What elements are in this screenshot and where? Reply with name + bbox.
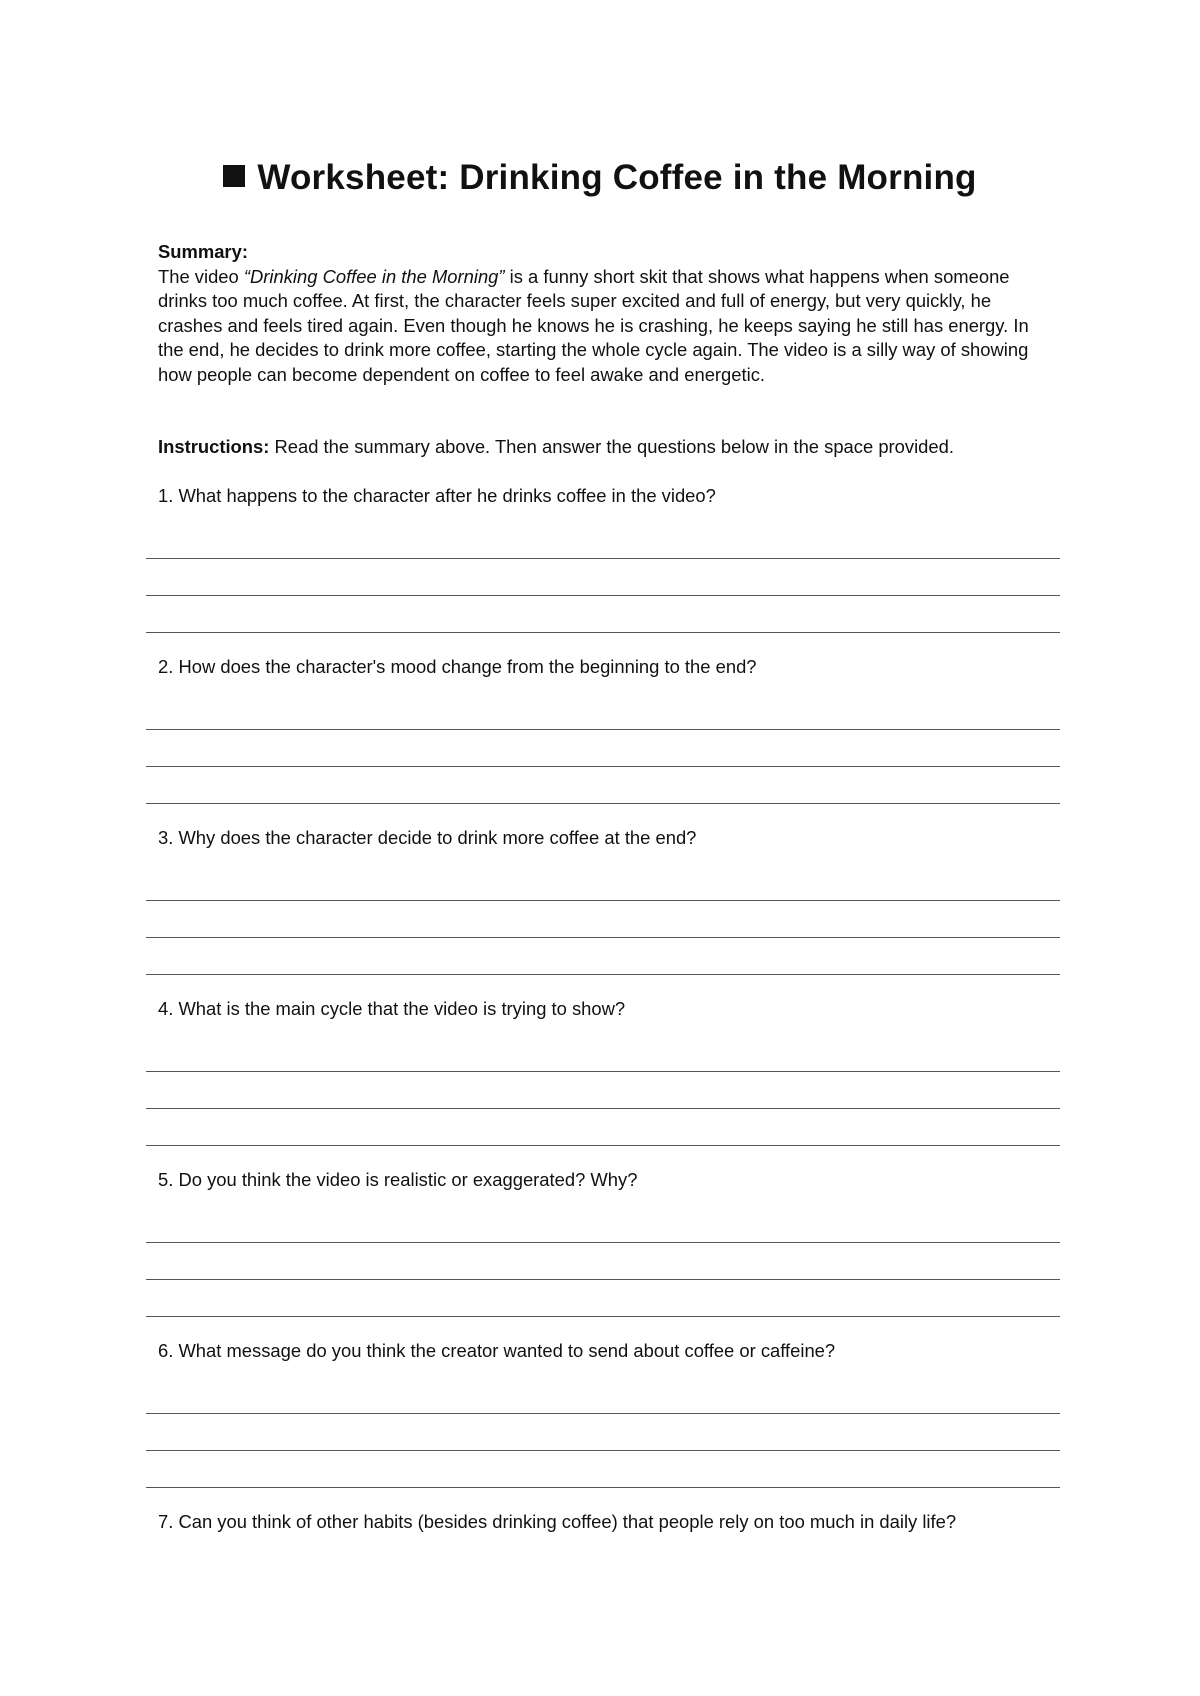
question-4: 4. What is the main cycle that the video is trying to show? xyxy=(158,998,626,1019)
answer-line[interactable] xyxy=(146,803,1060,804)
summary-heading: Summary: xyxy=(158,241,248,262)
answer-line[interactable] xyxy=(146,1145,1060,1146)
answer-line[interactable] xyxy=(146,766,1060,767)
answer-line[interactable] xyxy=(146,1108,1060,1109)
summary-text-rest: is a funny short skit that shows what happens when someone drinks too much coffee. At first, the character feels super excited and full of energy, but very quickly, he crashes and feels tired again. Even though he knows he is crashing, he keeps saying he still has energy. In the end, he decides to drink more coffee, starting the whole cycle again. The video is a silly way of showing how people can become dependent on coffee to feel awake and energetic. xyxy=(158,265,1029,385)
question-5: 5. Do you think the video is realistic or exaggerated? Why? xyxy=(158,1169,638,1190)
answer-line[interactable] xyxy=(146,1242,1060,1243)
answer-line[interactable] xyxy=(146,1071,1060,1072)
video-title: “Drinking Coffee in the Morning” xyxy=(243,265,505,287)
question-6: 6. What message do you think the creator wanted to send about coffee or caffeine? xyxy=(158,1340,836,1361)
answer-line[interactable] xyxy=(146,558,1060,559)
answer-line[interactable] xyxy=(146,595,1060,596)
question-2: 2. How does the character's mood change from the beginning to the end? xyxy=(158,656,757,677)
answer-line[interactable] xyxy=(146,1450,1060,1451)
answer-line[interactable] xyxy=(146,974,1060,975)
answer-line[interactable] xyxy=(146,729,1060,730)
answer-line[interactable] xyxy=(146,1279,1060,1280)
summary-paragraph xyxy=(158,265,1058,388)
black-square-icon xyxy=(223,165,245,187)
answer-line[interactable] xyxy=(146,1487,1060,1488)
instructions-label: Instructions: xyxy=(158,436,270,457)
answer-line[interactable] xyxy=(146,1316,1060,1317)
question-7: 7. Can you think of other habits (besides drinking coffee) that people rely on too much in daily life? xyxy=(158,1511,957,1532)
title-text: Worksheet: Drinking Coffee in the Morning xyxy=(257,158,977,197)
answer-line[interactable] xyxy=(146,1413,1060,1414)
page-title xyxy=(0,158,1200,198)
question-1: 1. What happens to the character after he drinks coffee in the video? xyxy=(158,485,716,506)
instructions-text: Read the summary above. Then answer the questions below in the space provided. xyxy=(269,436,954,457)
answer-line[interactable] xyxy=(146,632,1060,633)
answer-line[interactable] xyxy=(146,900,1060,901)
summary-text-start: The video xyxy=(158,265,244,287)
summary-section xyxy=(158,240,1058,387)
answer-line[interactable] xyxy=(146,937,1060,938)
instructions xyxy=(158,435,1058,460)
question-3: 3. Why does the character decide to drink more coffee at the end? xyxy=(158,827,697,848)
